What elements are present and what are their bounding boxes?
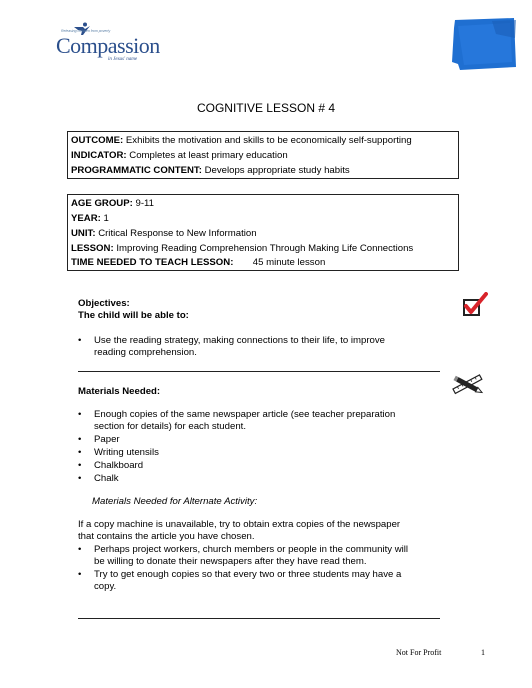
bullet-dot: • <box>78 544 82 555</box>
time-value: 45 minute lesson <box>252 257 326 268</box>
lesson-label: LESSON: <box>71 243 114 254</box>
outcome-line <box>71 135 412 146</box>
alternate-item-line2: be willing to donate their newspapers after they have read them. <box>94 556 367 567</box>
alternate-paragraph-line2: that contains the article you have chosen. <box>78 531 255 542</box>
bullet-dot: • <box>78 447 82 458</box>
materials-item-line2: section for details) for each student. <box>94 421 246 432</box>
objectives-subheading: The child will be able to: <box>78 310 189 321</box>
logo-tagline: Releasing children from poverty <box>61 29 111 33</box>
bullet-dot: • <box>78 569 82 580</box>
materials-item-text: Writing utensils <box>94 447 159 458</box>
outcome-label: OUTCOME: <box>71 135 124 146</box>
unit-label: UNIT: <box>71 228 96 239</box>
footer-text: Not For Profit <box>396 648 442 657</box>
alternate-paragraph-line1: If a copy machine is unavailable, try to obtain extra copies of the newspaper <box>78 519 401 530</box>
lesson-value: Improving Reading Comprehension Through Making Life Connections <box>116 243 414 254</box>
unit-value: Critical Response to New Information <box>98 228 257 239</box>
indicator-line <box>71 150 288 161</box>
programmatic-line <box>71 165 350 176</box>
outcome-value: Exhibits the motivation and skills to be economically self-supporting <box>125 135 412 146</box>
materials-item-line1: Enough copies of the same newspaper article (see teacher preparation <box>94 409 396 420</box>
age-group-value: 9-11 <box>135 198 155 209</box>
bullet-dot: • <box>78 460 82 471</box>
section-divider <box>78 618 440 619</box>
objective-text-line2: reading comprehension. <box>94 347 197 358</box>
indicator-label: INDICATOR: <box>71 150 127 161</box>
alternate-item-line1: Perhaps project workers, church members or people in the community will <box>94 544 409 555</box>
objectives-heading: Objectives: <box>78 298 130 309</box>
year-line <box>71 213 109 224</box>
unit-line <box>71 228 257 239</box>
checkbox-checked-icon <box>462 292 488 318</box>
year-label: YEAR: <box>71 213 101 224</box>
pencil-ruler-icon <box>450 372 488 398</box>
section-divider <box>78 371 440 372</box>
page-number: 1 <box>481 648 485 657</box>
programmatic-label: PROGRAMMATIC CONTENT: <box>71 165 202 176</box>
outcome-box <box>67 131 459 179</box>
alternate-materials-heading: Materials Needed for Alternate Activity: <box>92 496 258 507</box>
age-group-label: AGE GROUP: <box>71 198 133 209</box>
materials-heading: Materials Needed: <box>78 386 161 397</box>
time-label: TIME NEEDED TO TEACH LESSON: <box>71 257 234 268</box>
blue-paint-block <box>452 18 516 70</box>
logo-wordmark: Compassion <box>56 33 160 58</box>
compassion-logo <box>52 22 172 70</box>
alternate-item-line2: copy. <box>94 581 117 592</box>
bullet-dot: • <box>78 335 82 346</box>
lesson-line <box>71 243 413 254</box>
materials-item-text: Chalkboard <box>94 460 144 471</box>
year-value: 1 <box>103 213 109 224</box>
objective-text-line1: Use the reading strategy, making connections to their life, to improve <box>94 335 385 346</box>
age-group-line <box>71 198 154 209</box>
materials-item-text: Chalk <box>94 473 119 484</box>
time-line <box>71 257 325 268</box>
alternate-item-line1: Try to get enough copies so that every two or three students may have a <box>94 569 402 580</box>
page-title: COGNITIVE LESSON # 4 <box>196 101 336 115</box>
bullet-dot: • <box>78 434 82 445</box>
indicator-value: Completes at least primary education <box>129 150 288 161</box>
materials-item-text: Paper <box>94 434 120 445</box>
programmatic-value: Develops appropriate study habits <box>204 165 350 176</box>
lesson-info-box <box>67 194 459 271</box>
bullet-dot: • <box>78 409 82 420</box>
logo-subtitle: in Jesus' name <box>108 57 138 62</box>
bullet-dot: • <box>78 473 82 484</box>
